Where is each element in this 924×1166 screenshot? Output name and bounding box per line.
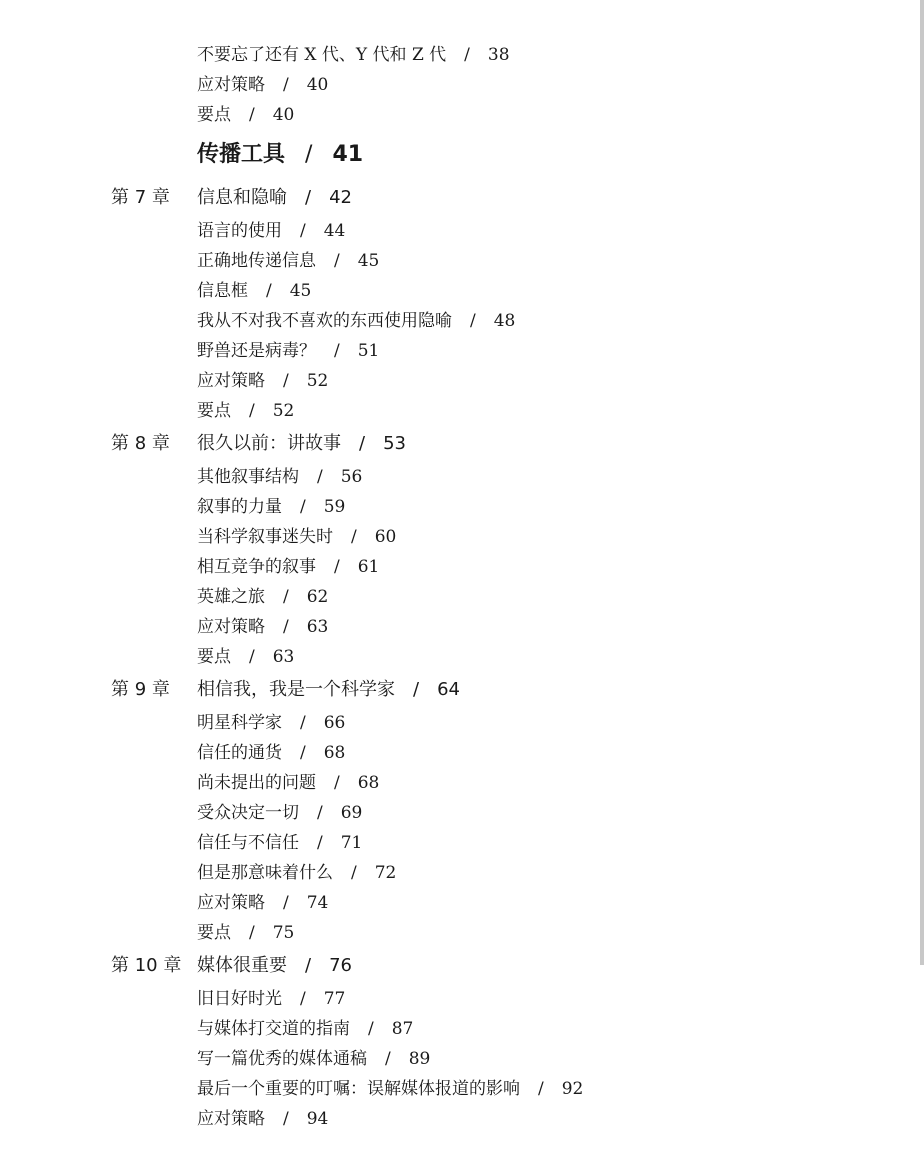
toc-chapter-text [197, 426, 406, 462]
toc-entry-page: 56 [340, 467, 363, 487]
toc-entry[interactable] [0, 522, 900, 552]
toc-entry-label: 明星科学家 [197, 713, 282, 733]
toc-entry-text [197, 582, 328, 612]
toc-separator: / [283, 75, 289, 95]
toc-entry-text [197, 1044, 430, 1074]
toc-separator: / [305, 187, 312, 208]
toc-entry-label: 应对策略 [197, 893, 265, 913]
toc-separator: / [334, 557, 340, 577]
toc-entry-text [197, 276, 311, 306]
toc-entry[interactable] [0, 276, 900, 306]
toc-entry-page: 69 [340, 803, 363, 823]
toc-entry-label: 叙事的力量 [197, 497, 282, 517]
toc-entry[interactable] [0, 888, 900, 918]
toc-part-heading[interactable] [0, 130, 900, 180]
toc-entry-label: 要点 [197, 401, 231, 421]
toc-chapter-heading[interactable] [0, 180, 900, 216]
toc-entry-page: 89 [408, 1049, 431, 1069]
toc-entry[interactable] [0, 828, 900, 858]
toc-entry-text [197, 1074, 583, 1104]
toc-entry-page: 52 [306, 371, 329, 391]
toc-separator: / [300, 743, 306, 763]
toc-entry-text [197, 100, 294, 130]
toc-entry-label: 尚未提出的问题 [197, 773, 316, 793]
toc-entry-text [197, 858, 396, 888]
toc-chapter-page: 53 [383, 433, 406, 454]
toc-separator: / [249, 105, 255, 125]
toc-chapter-number: 第 9 章 [111, 679, 170, 700]
table-of-contents [0, 40, 900, 1134]
toc-separator: / [334, 341, 340, 361]
toc-entry-label: 相互竞争的叙事 [197, 557, 316, 577]
toc-entry-text [197, 552, 379, 582]
toc-entry-page: 38 [487, 45, 510, 65]
toc-entry-text [197, 462, 362, 492]
toc-entry[interactable] [0, 984, 900, 1014]
toc-entry-label: 要点 [197, 105, 231, 125]
toc-entry[interactable] [0, 1014, 900, 1044]
toc-separator: / [249, 923, 255, 943]
toc-entry-page: 44 [323, 221, 346, 241]
toc-entry[interactable] [0, 216, 900, 246]
toc-separator: / [300, 989, 306, 1009]
toc-entry-label: 旧日好时光 [197, 989, 282, 1009]
toc-entry-page: 52 [272, 401, 295, 421]
toc-separator: / [385, 1049, 391, 1069]
toc-separator: / [300, 221, 306, 241]
toc-separator: / [538, 1079, 544, 1099]
toc-entry-page: 62 [306, 587, 329, 607]
toc-separator: / [283, 617, 289, 637]
toc-separator: / [351, 863, 357, 883]
toc-separator: / [305, 955, 312, 976]
toc-entry-text [197, 984, 345, 1014]
toc-chapter-heading[interactable] [0, 672, 900, 708]
toc-entry[interactable] [0, 552, 900, 582]
toc-part-text [197, 130, 363, 180]
toc-entry-page: 40 [306, 75, 329, 95]
toc-entry-label: 野兽还是病毒？ [197, 341, 316, 361]
toc-entry-text [197, 1104, 328, 1134]
toc-entry-page: 75 [272, 923, 295, 943]
toc-separator: / [300, 713, 306, 733]
toc-separator: / [317, 833, 323, 853]
toc-entry-label: 应对策略 [197, 1109, 265, 1129]
toc-entry-label: 当科学叙事迷失时 [197, 527, 333, 547]
toc-entry-text [197, 70, 328, 100]
toc-separator: / [283, 1109, 289, 1129]
toc-entry[interactable] [0, 306, 900, 336]
toc-chapter-page: 64 [437, 679, 460, 700]
toc-entry-page: 60 [374, 527, 397, 547]
toc-entry[interactable] [0, 642, 900, 672]
toc-entry-text [197, 918, 294, 948]
toc-entry-text [197, 40, 510, 70]
toc-chapter-page: 42 [329, 187, 352, 208]
toc-separator: / [266, 281, 272, 301]
toc-entry-page: 66 [323, 713, 346, 733]
toc-entry-label: 应对策略 [197, 371, 265, 391]
toc-entry[interactable] [0, 1074, 900, 1104]
toc-entry-label: 语言的使用 [197, 221, 282, 241]
toc-separator: / [283, 893, 289, 913]
toc-chapter-label: 信息和隐喻 [197, 187, 287, 208]
toc-separator: / [470, 311, 476, 331]
toc-separator: / [413, 679, 420, 700]
toc-separator: / [334, 251, 340, 271]
toc-entry-page: 94 [306, 1109, 329, 1129]
toc-entry-label: 写一篇优秀的媒体通稿 [197, 1049, 367, 1069]
toc-entry-page: 63 [272, 647, 295, 667]
toc-entry-text [197, 366, 328, 396]
toc-separator: / [249, 647, 255, 667]
toc-separator: / [300, 497, 306, 517]
toc-entry-text [197, 612, 328, 642]
toc-entry-label: 不要忘了还有 X 代、Y 代和 Z 代 [197, 45, 447, 65]
toc-entry-page: 51 [357, 341, 380, 361]
toc-entry-page: 45 [289, 281, 312, 301]
toc-entry-label: 信息框 [197, 281, 248, 301]
toc-entry-label: 正确地传递信息 [197, 251, 316, 271]
toc-entry-text [197, 246, 379, 276]
toc-entry-label: 但是那意味着什么 [197, 863, 333, 883]
toc-entry-page: 68 [357, 773, 380, 793]
toc-chapter-number: 第 10 章 [111, 955, 182, 976]
toc-entry[interactable] [0, 100, 900, 130]
toc-entry[interactable] [0, 768, 900, 798]
toc-entry-page: 61 [357, 557, 380, 577]
toc-entry-label: 英雄之旅 [197, 587, 265, 607]
toc-entry-text [197, 306, 515, 336]
toc-separator: / [351, 527, 357, 547]
toc-entry-page: 71 [340, 833, 363, 853]
toc-entry[interactable] [0, 70, 900, 100]
toc-separator: / [368, 1019, 374, 1039]
toc-entry-page: 74 [306, 893, 329, 913]
toc-chapter-text [197, 180, 352, 216]
toc-separator: / [359, 433, 366, 454]
toc-chapter-text [197, 948, 352, 984]
toc-entry-label: 其他叙事结构 [197, 467, 299, 487]
toc-entry[interactable] [0, 1044, 900, 1074]
toc-entry-text [197, 1014, 413, 1044]
toc-entry[interactable] [0, 366, 900, 396]
toc-entry-text [197, 216, 345, 246]
toc-entry-page: 59 [323, 497, 346, 517]
toc-entry[interactable] [0, 336, 900, 366]
toc-entry-label: 最后一个重要的叮嘱：误解媒体报道的影响 [197, 1079, 520, 1099]
toc-entry-label: 应对策略 [197, 75, 265, 95]
toc-entry[interactable] [0, 1104, 900, 1134]
toc-entry-text [197, 708, 345, 738]
toc-entry-label: 受众决定一切 [197, 803, 299, 823]
toc-entry-page: 77 [323, 989, 346, 1009]
toc-entry-page: 48 [493, 311, 516, 331]
toc-entry[interactable] [0, 918, 900, 948]
toc-entry[interactable] [0, 858, 900, 888]
toc-entry[interactable] [0, 798, 900, 828]
toc-entry-text [197, 396, 294, 426]
toc-chapter-label: 很久以前：讲故事 [197, 433, 341, 454]
toc-entry-label: 与媒体打交道的指南 [197, 1019, 350, 1039]
toc-entry-text [197, 798, 362, 828]
toc-entry[interactable] [0, 492, 900, 522]
toc-entry-text [197, 768, 379, 798]
toc-separator: / [283, 371, 289, 391]
toc-entry-text [197, 828, 362, 858]
toc-chapter-heading[interactable] [0, 948, 900, 984]
toc-entry-label: 信任的通货 [197, 743, 282, 763]
toc-chapter-label: 媒体很重要 [197, 955, 287, 976]
toc-entry-label: 要点 [197, 923, 231, 943]
toc-separator: / [317, 803, 323, 823]
toc-part-page: 41 [332, 142, 364, 167]
toc-part-label: 传播工具 [197, 142, 286, 167]
toc-separator: / [249, 401, 255, 421]
page-edge-border [920, 0, 924, 965]
toc-entry-page: 40 [272, 105, 295, 125]
toc-entry-text [197, 336, 379, 366]
toc-entry-text [197, 888, 328, 918]
toc-chapter-number: 第 7 章 [111, 187, 170, 208]
toc-entry[interactable] [0, 582, 900, 612]
toc-entry-text [197, 492, 345, 522]
toc-entry-page: 63 [306, 617, 329, 637]
toc-separator: / [334, 773, 340, 793]
toc-entry-text [197, 522, 396, 552]
toc-chapter-page: 76 [329, 955, 352, 976]
toc-entry-label: 信任与不信任 [197, 833, 299, 853]
toc-entry[interactable] [0, 738, 900, 768]
toc-chapter-label: 相信我，我是一个科学家 [197, 679, 395, 700]
toc-entry-page: 45 [357, 251, 380, 271]
toc-entry-label: 要点 [197, 647, 231, 667]
toc-entry-label: 应对策略 [197, 617, 265, 637]
toc-entry[interactable] [0, 612, 900, 642]
toc-chapter-number: 第 8 章 [111, 433, 170, 454]
toc-separator: / [283, 587, 289, 607]
toc-entry-page: 68 [323, 743, 346, 763]
toc-entry-page: 92 [561, 1079, 584, 1099]
toc-entry-page: 72 [374, 863, 397, 883]
toc-entry-label: 我从不对我不喜欢的东西使用隐喻 [197, 311, 452, 331]
toc-entry[interactable] [0, 40, 900, 70]
toc-entry[interactable] [0, 246, 900, 276]
toc-separator: / [317, 467, 323, 487]
toc-chapter-heading[interactable] [0, 426, 900, 462]
toc-entry[interactable] [0, 396, 900, 426]
toc-entry[interactable] [0, 708, 900, 738]
toc-separator: / [464, 45, 470, 65]
toc-chapter-text [197, 672, 460, 708]
toc-entry-text [197, 642, 294, 672]
toc-separator: / [305, 142, 313, 167]
toc-entry-page: 87 [391, 1019, 414, 1039]
toc-entry[interactable] [0, 462, 900, 492]
toc-entry-text [197, 738, 345, 768]
